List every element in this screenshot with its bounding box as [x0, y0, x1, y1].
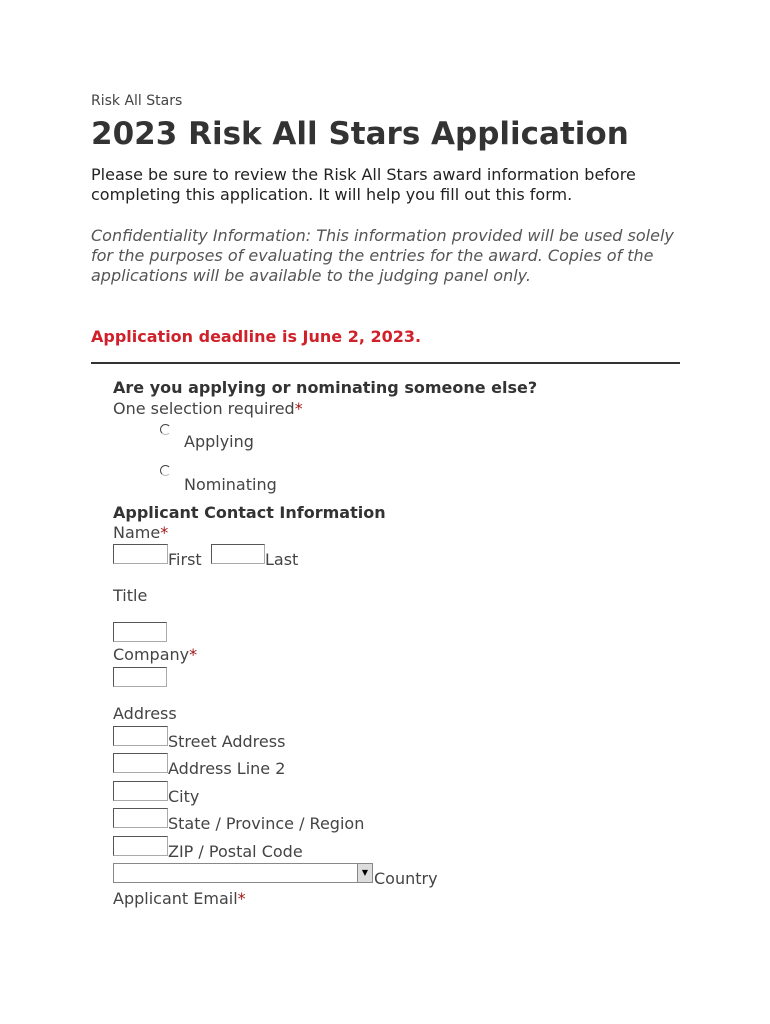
zip-input[interactable]: [113, 836, 168, 856]
city-label: City: [168, 787, 200, 806]
street-address-label: Street Address: [168, 732, 286, 751]
deadline-notice: Application deadline is June 2, 2023.: [91, 327, 422, 346]
chevron-down-icon[interactable]: ▼: [357, 864, 372, 882]
email-label-text: Applicant Email: [113, 889, 238, 908]
selection-hint: [113, 399, 303, 418]
required-mark: *: [160, 523, 169, 542]
applying-radio-label[interactable]: Applying: [184, 432, 254, 451]
contact-section-title: Applicant Contact Information: [113, 503, 386, 522]
page-title: 2023 Risk All Stars Application: [91, 116, 629, 152]
country-label: Country: [374, 869, 438, 888]
zip-label: ZIP / Postal Code: [168, 842, 303, 861]
name-label: [113, 523, 168, 542]
first-name-input[interactable]: [113, 544, 168, 564]
street-address-input[interactable]: [113, 726, 168, 746]
nominating-radio[interactable]: [160, 465, 171, 476]
country-select[interactable]: [113, 863, 373, 883]
last-name-input[interactable]: [211, 544, 265, 564]
company-input[interactable]: [113, 667, 167, 687]
state-label: State / Province / Region: [168, 814, 365, 833]
first-name-label: First: [168, 550, 202, 569]
city-input[interactable]: [113, 781, 168, 801]
address-label: Address: [113, 704, 177, 723]
applying-question-title: Are you applying or nominating someone else?: [113, 378, 538, 397]
required-mark: *: [294, 399, 303, 418]
address-line2-input[interactable]: [113, 753, 168, 773]
section-divider: [91, 362, 680, 364]
company-label-text: Company: [113, 645, 190, 664]
confidentiality-note: Confidentiality Information: This information provided will be used solely for the purposes of evaluating the entries for the award. Copies of the applications will be available to the judging panel only.: [91, 226, 674, 285]
name-label-text: Name: [113, 523, 161, 542]
title-input[interactable]: [113, 622, 167, 642]
email-label: [113, 889, 246, 908]
address-line2-label: Address Line 2: [168, 759, 286, 778]
intro-text: Please be sure to review the Risk All Stars award information before completing this application. It will help you fill out this form.: [91, 165, 636, 204]
applying-radio[interactable]: [160, 424, 171, 435]
company-label: [113, 645, 197, 664]
required-mark: *: [237, 889, 246, 908]
last-name-label: Last: [265, 550, 299, 569]
selection-hint-text: One selection required: [113, 399, 295, 418]
title-label: Title: [113, 586, 148, 605]
breadcrumb[interactable]: Risk All Stars: [91, 93, 183, 109]
required-mark: *: [189, 645, 198, 664]
state-input[interactable]: [113, 808, 168, 828]
nominating-radio-label[interactable]: Nominating: [184, 475, 277, 494]
